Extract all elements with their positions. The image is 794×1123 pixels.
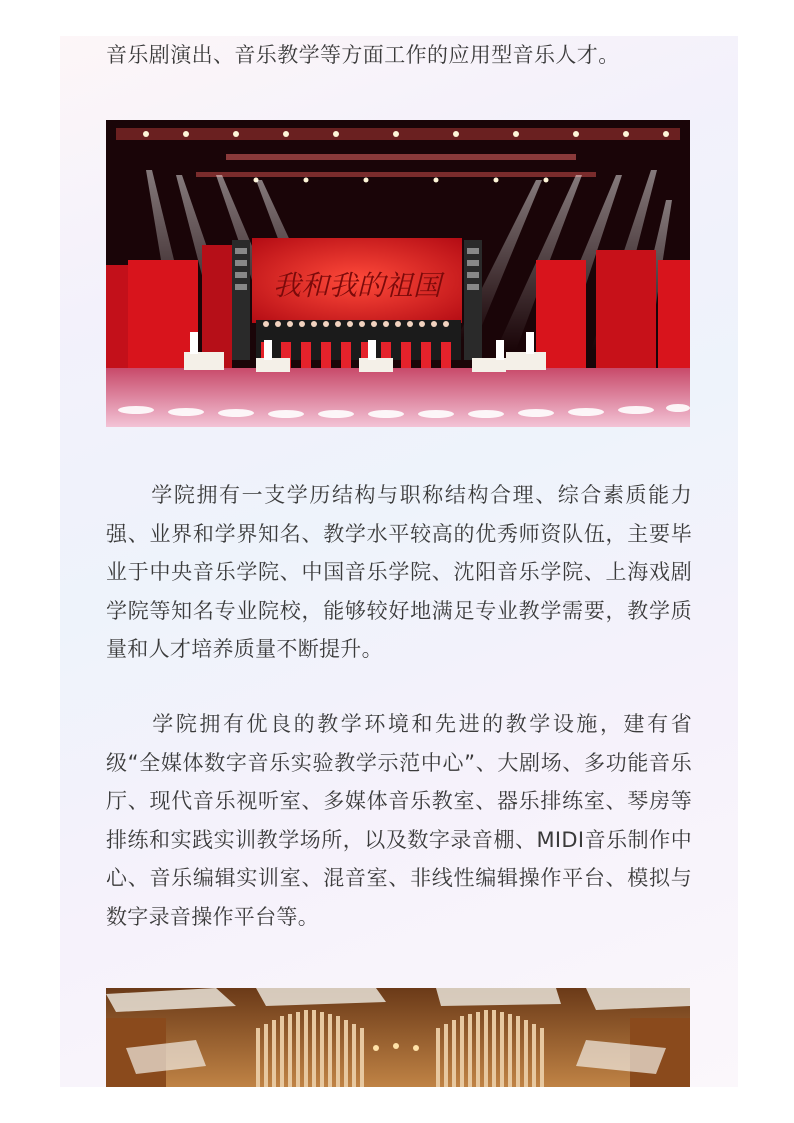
brochure-page [60, 36, 738, 1087]
paragraph-faculty-text: 学院拥有一支学历结构与职称结构合理、综合素质能力强、业界和学界知名、教学水平较高的优秀师资队伍，主要毕业于中央音乐学院、中国音乐学院、沈阳音乐学院、上海戏剧学院等知名专业院校，能够较好地满足专业教学需要，教学质量和人才培养质量不断提升。 [106, 483, 692, 661]
paragraph-facilities [106, 705, 692, 936]
paragraph-faculty [106, 476, 692, 669]
stage-performance-photo [106, 120, 690, 427]
stage-banner-text: 我和我的祖国 [272, 269, 442, 302]
concert-hall-photo [106, 988, 690, 1087]
intro-line: 音乐剧演出、音乐教学等方面工作的应用型音乐人才。 [106, 43, 620, 67]
paragraph-facilities-text: 学院拥有优良的教学环境和先进的教学设施，建有省级“全媒体数字音乐实验教学示范中心”、大剧场、多功能音乐厅、现代音乐视听室、多媒体音乐教室、器乐排练室、琴房等排练和实践实训教学场所，以及数字录音棚、MIDI音乐制作中心、音乐编辑实训室、混音室、非线性编辑操作平台、模拟与数字录音操作平台等。 [106, 712, 692, 929]
